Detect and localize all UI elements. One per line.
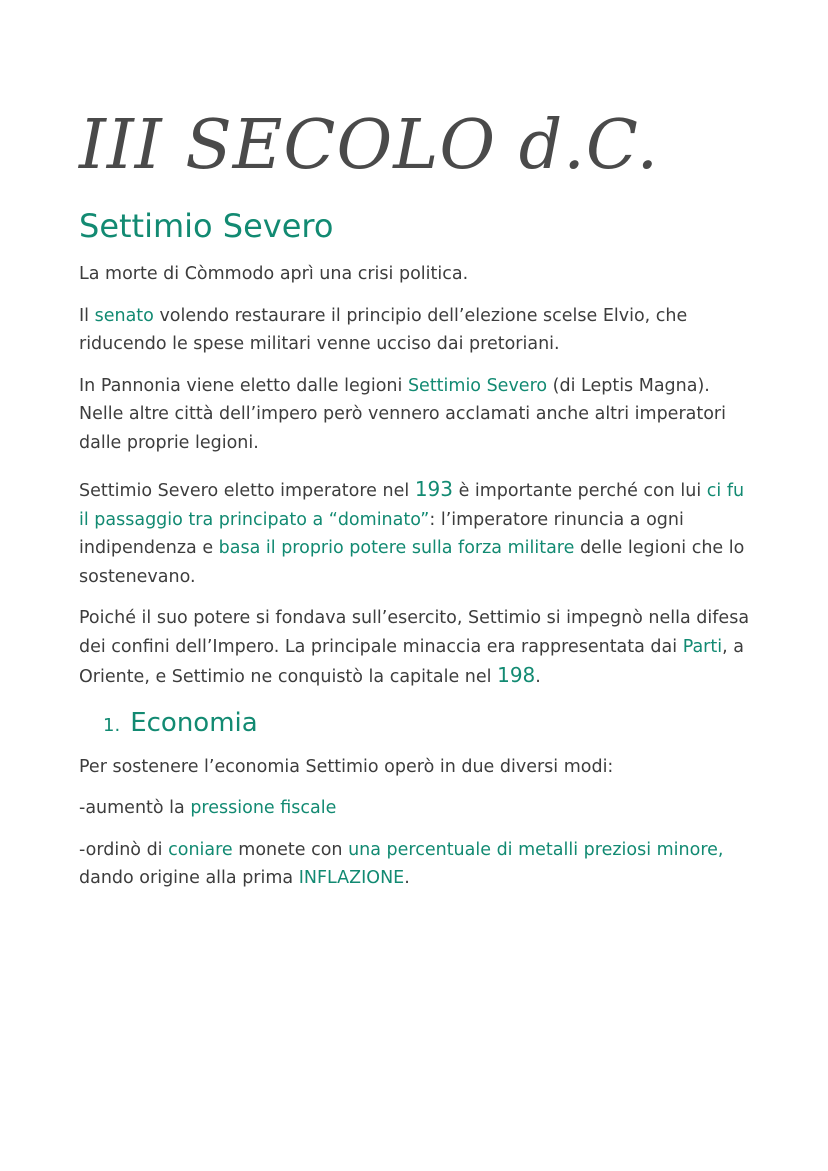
economy-paragraph-3-text-e: dando origine alla prima	[79, 868, 299, 888]
economy-paragraph-1-text: Per sostenere l’economia Settimio operò in due diversi modi:	[79, 756, 614, 777]
highlight-senato: senato	[94, 305, 154, 326]
paragraph-2-text-b: volendo restaurare il principio dell’elezione scelse Elvio, che riducendo le spese militari venne ucciso dai pretoriani.	[79, 305, 688, 354]
highlight-parti: Parti	[682, 636, 723, 657]
paragraph-3-text-a: In Pannonia viene eletto dalle legioni	[79, 375, 408, 396]
highlight-inflazione: INFLAZIONE	[298, 868, 405, 888]
paragraph-1	[79, 260, 759, 289]
paragraph-4-text-a: Settimio Severo eletto imperatore nel	[79, 481, 415, 501]
paragraph-5-text-a: Poiché il suo potere si fondava sull’esercito, Settimio si impegnò nella difesa dei confini dell’Impero. La principale minaccia era rappresentata dai	[79, 608, 750, 657]
paragraph-2-text-a: Il	[79, 305, 95, 326]
economy-paragraph-3	[79, 836, 759, 893]
paragraph-4	[79, 475, 759, 591]
paragraph-4-text-d: : l’imperatore rinuncia a ogni indipendenza e	[79, 509, 684, 558]
highlight-passaggio: ci fu il passaggio tra principato a “dominato”	[79, 481, 745, 530]
paragraph-3	[79, 372, 759, 458]
highlight-forza-militare: basa il proprio potere sulla forza militare	[218, 538, 575, 558]
paragraph-4-text-f: delle legioni che lo sostenevano.	[79, 538, 745, 587]
highlight-year-193: 193	[414, 477, 453, 501]
paragraph-3-text-b: (di Leptis Magna). Nelle altre città dell’impero però vennero acclamati anche altri imperatori dalle proprie legioni.	[79, 375, 726, 453]
highlight-metalli-preziosi: una percentuale di metalli preziosi minore,	[348, 839, 724, 860]
paragraph-5	[79, 604, 759, 692]
subsection-heading	[103, 705, 759, 741]
highlight-pressione-fiscale: pressione fiscale	[190, 798, 337, 818]
economy-paragraph-1	[79, 753, 759, 782]
paragraph-1-text: La morte di Còmmodo aprì una crisi politica.	[79, 264, 469, 284]
economy-paragraph-3-text-g: .	[404, 868, 410, 888]
economy-paragraph-3-text-a: -ordinò di	[79, 839, 169, 860]
document-page	[79, 96, 759, 906]
economy-paragraph-2	[79, 794, 759, 823]
subsection-title: Economia	[130, 707, 258, 738]
paragraph-5-text-b: , a Oriente, e Settimio ne conquistò la capitale nel	[79, 636, 744, 687]
economy-paragraph-2-text-a: -aumentò la	[79, 798, 191, 818]
highlight-year-198: 198	[497, 663, 536, 687]
page-title: III SECOLO d.C.	[79, 106, 660, 185]
economy-paragraph-3-text-c: monete con	[232, 839, 349, 860]
highlight-settimio-severo: Settimio Severo	[407, 375, 548, 396]
paragraph-2	[79, 302, 759, 359]
subsection-index: 1.	[103, 714, 121, 736]
paragraph-4-text-b: è importante perché con lui	[453, 481, 707, 501]
highlight-coniare: coniare	[168, 839, 233, 860]
section-heading: Settimio Severo	[79, 207, 334, 245]
paragraph-5-text-c: .	[535, 667, 541, 687]
